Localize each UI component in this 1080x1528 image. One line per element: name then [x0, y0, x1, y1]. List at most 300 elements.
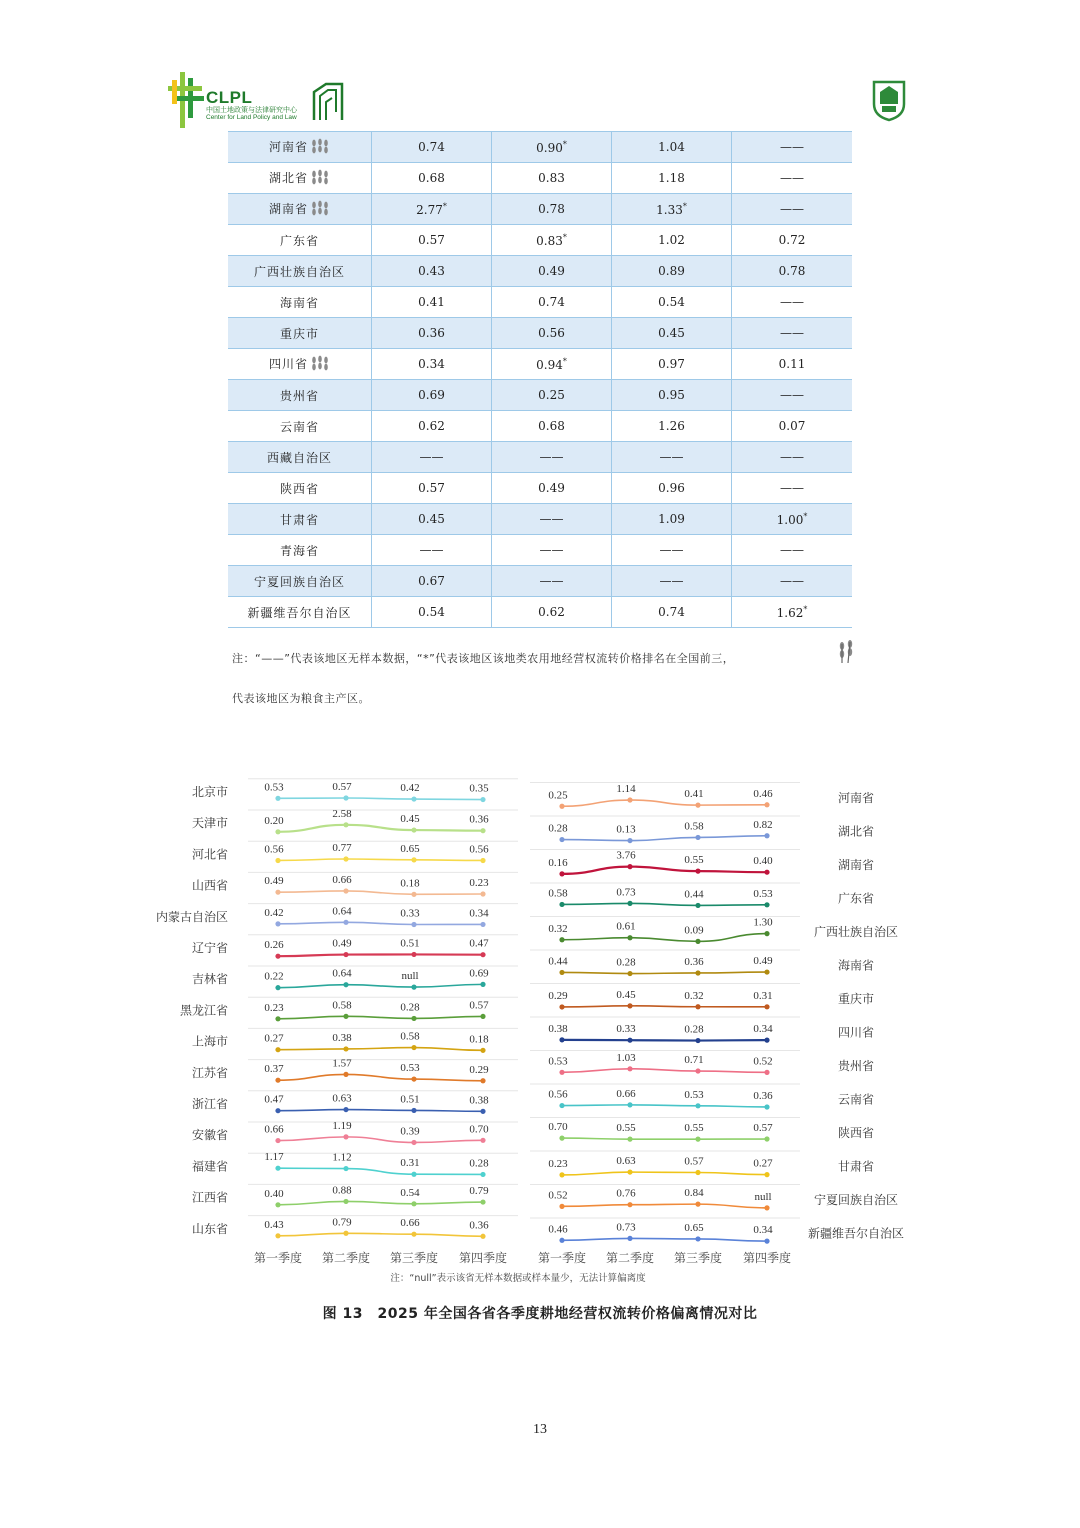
value-cell: 0.57 [372, 473, 492, 504]
value-cell: 0.89 [612, 256, 732, 287]
data-point [343, 856, 348, 861]
data-point [411, 1016, 416, 1021]
table-row [228, 194, 852, 225]
data-label: 0.65 [400, 842, 420, 855]
grain-icon [308, 202, 330, 216]
region-label: 上海市 [191, 1034, 228, 1049]
data-label: 0.55 [616, 1122, 636, 1135]
data-point [627, 1038, 632, 1043]
table-note-line2: 代表该地区为粮食主产区。 [232, 692, 370, 705]
series-line [562, 1105, 767, 1107]
value-cell: 0.97 [612, 349, 732, 380]
data-label: 0.47 [469, 937, 489, 950]
series-line [278, 954, 483, 956]
value-cell: 1.26 [612, 411, 732, 442]
data-label: 0.64 [332, 967, 352, 980]
data-point [275, 1016, 280, 1021]
value-cell: —— [732, 380, 853, 411]
data-label: 0.34 [753, 1224, 773, 1237]
data-label: 0.22 [264, 970, 284, 983]
data-point [480, 1048, 485, 1053]
grain-icon [308, 140, 330, 154]
data-point [411, 892, 416, 897]
data-label: 0.49 [753, 955, 773, 968]
data-label: 0.13 [616, 823, 636, 836]
data-label: 0.71 [684, 1054, 704, 1067]
value-cell: 1.33* [612, 194, 732, 225]
data-label: 0.73 [616, 1221, 636, 1234]
data-label: 0.28 [616, 956, 636, 969]
value-cell: 0.74 [612, 597, 732, 628]
value-cell: 0.34 [372, 349, 492, 380]
table-row [228, 163, 852, 194]
data-label: 0.57 [469, 999, 489, 1012]
data-label: 0.46 [753, 787, 773, 800]
table-row [228, 318, 852, 349]
value-cell: 0.68 [492, 411, 612, 442]
value-cell: 0.54 [372, 597, 492, 628]
value-cell: 0.67 [372, 566, 492, 597]
data-point [275, 1078, 280, 1083]
data-label: 1.14 [616, 783, 636, 796]
data-label: 0.66 [264, 1123, 284, 1136]
data-label: 0.54 [400, 1186, 420, 1199]
data-label: 0.63 [616, 1155, 636, 1168]
data-point [695, 1170, 700, 1175]
data-label: 0.56 [469, 843, 489, 856]
data-point [764, 1239, 769, 1244]
data-point [695, 803, 700, 808]
region-label: 江西省 [191, 1190, 228, 1205]
region-cell [228, 442, 372, 473]
series-line [562, 1204, 767, 1208]
value-cell: 0.78 [492, 194, 612, 225]
series-line [562, 1172, 767, 1175]
data-point [764, 802, 769, 807]
data-label: 0.25 [548, 789, 568, 802]
grain-icon [836, 640, 858, 664]
region-cell [228, 473, 372, 504]
series-line [562, 800, 767, 806]
data-label: 0.32 [684, 989, 704, 1002]
deviation-comparison-chart [0, 760, 1080, 1290]
data-point [480, 922, 485, 927]
value-cell: —— [732, 287, 853, 318]
data-point [764, 1104, 769, 1109]
data-point [764, 1205, 769, 1210]
series-line [562, 1069, 767, 1073]
data-label: 0.58 [400, 1030, 420, 1043]
data-point [480, 1014, 485, 1019]
data-point [411, 1172, 416, 1177]
data-label: 0.57 [684, 1155, 704, 1168]
data-point [627, 1137, 632, 1142]
data-point [764, 1038, 769, 1043]
data-point [411, 922, 416, 927]
data-label: 0.41 [684, 788, 704, 801]
value-cell: 0.07 [732, 411, 853, 442]
data-label: 0.37 [264, 1063, 284, 1076]
data-point [343, 1166, 348, 1171]
data-label: 0.18 [400, 877, 420, 890]
value-cell: —— [492, 535, 612, 566]
region-name: 青海省 [279, 543, 319, 558]
data-label: 0.16 [548, 856, 568, 869]
university-seal-icon [870, 78, 908, 122]
x-tick-label: 第一季度 [537, 1251, 587, 1265]
data-point [343, 1107, 348, 1112]
data-point [764, 833, 769, 838]
data-label: 0.18 [469, 1033, 489, 1046]
table-row [228, 256, 852, 287]
data-point [695, 869, 700, 874]
data-label: 0.27 [753, 1157, 773, 1170]
data-label: 0.63 [332, 1092, 352, 1105]
value-cell: 0.74 [372, 132, 492, 163]
value-cell: —— [732, 194, 853, 225]
data-point [343, 1231, 348, 1236]
data-label: 0.73 [616, 886, 636, 899]
data-point [627, 864, 632, 869]
logo-english-name: Center for Land Policy and Law [206, 114, 297, 121]
data-label: 0.29 [548, 989, 568, 1002]
region-label: 安徽省 [191, 1128, 228, 1143]
region-label: 内蒙古自治区 [155, 909, 228, 924]
table-row [228, 411, 852, 442]
value-cell: 2.77* [372, 194, 492, 225]
figure-caption: 图 13 2025 年全国各省各季度耕地经营权流转价格偏离情况对比 [322, 1306, 758, 1322]
data-point [343, 1046, 348, 1051]
data-point [411, 1108, 416, 1113]
region-label: 陕西省 [837, 1126, 875, 1140]
value-cell: 0.57 [372, 225, 492, 256]
data-label: 0.70 [548, 1121, 568, 1134]
data-point [411, 985, 416, 990]
data-label: 1.17 [264, 1151, 284, 1164]
value-cell: —— [492, 566, 612, 597]
region-label: 广东省 [837, 891, 875, 906]
data-label: 1.03 [616, 1051, 636, 1064]
value-cell: 0.78 [732, 256, 853, 287]
data-point [695, 1068, 700, 1073]
data-point [480, 1172, 485, 1177]
series-line [278, 825, 483, 832]
region-label: 甘肃省 [837, 1159, 875, 1174]
table-row [228, 380, 852, 411]
region-cell [228, 566, 372, 597]
data-point [343, 1014, 348, 1019]
data-label: 0.28 [400, 1001, 420, 1014]
data-point [480, 858, 485, 863]
data-label: 0.44 [548, 955, 568, 968]
data-label: 1.30 [753, 916, 773, 929]
data-label: 0.53 [753, 887, 773, 900]
logo-chinese-name: 中国土地政策与法律研究中心 [206, 106, 297, 114]
data-label: 0.33 [400, 907, 420, 920]
data-label: 1.12 [332, 1151, 352, 1164]
data-label: 0.55 [684, 1122, 704, 1135]
data-label: 0.33 [616, 1023, 636, 1036]
region-label: 河南省 [837, 791, 875, 805]
data-label: 0.28 [469, 1157, 489, 1170]
data-point [695, 939, 700, 944]
data-point [695, 1004, 700, 1009]
data-label: 0.65 [684, 1221, 704, 1234]
table-row [228, 473, 852, 504]
region-name: 海南省 [279, 295, 319, 310]
data-label: 0.57 [753, 1122, 773, 1135]
data-point [559, 1070, 564, 1075]
data-point [480, 1078, 485, 1083]
data-point [559, 970, 564, 975]
data-label: 0.45 [616, 988, 636, 1001]
data-label: 2.58 [332, 807, 352, 820]
region-cell [228, 597, 372, 628]
value-cell: 0.83* [492, 225, 612, 256]
value-cell: —— [372, 535, 492, 566]
value-cell: —— [732, 566, 853, 597]
data-label: 3.76 [616, 849, 636, 862]
value-cell: 1.00* [732, 504, 853, 535]
data-point [411, 1045, 416, 1050]
data-label: 0.27 [264, 1032, 284, 1045]
series-line [278, 1016, 483, 1018]
series-line [278, 798, 483, 800]
data-label: 0.52 [548, 1189, 568, 1202]
data-label: 0.79 [332, 1216, 352, 1229]
data-point [480, 952, 485, 957]
data-label: 0.38 [548, 1022, 568, 1035]
data-point [275, 954, 280, 959]
value-cell: —— [732, 473, 853, 504]
value-cell: 0.56 [492, 318, 612, 349]
data-point [343, 952, 348, 957]
series-line [562, 972, 767, 973]
data-label: null [754, 1190, 772, 1203]
data-point [627, 1066, 632, 1071]
data-label: 0.28 [684, 1023, 704, 1036]
data-point [411, 1076, 416, 1081]
series-line [278, 1074, 483, 1080]
value-cell: 0.90* [492, 132, 612, 163]
data-point [343, 982, 348, 987]
value-cell: 0.72 [732, 225, 853, 256]
value-cell: —— [372, 442, 492, 473]
data-label: 0.23 [548, 1157, 568, 1170]
data-point [764, 1070, 769, 1075]
data-label: 0.39 [400, 1125, 420, 1138]
data-point [627, 1236, 632, 1241]
region-name: 甘肃省 [279, 512, 319, 527]
data-point [411, 796, 416, 801]
region-cell [228, 256, 372, 287]
logo-title: CLPL [206, 88, 253, 107]
data-point [695, 1103, 700, 1108]
table-row [228, 349, 852, 380]
data-point [695, 1137, 700, 1142]
value-cell: 1.02 [612, 225, 732, 256]
region-cell [228, 380, 372, 411]
data-point [559, 804, 564, 809]
data-point [480, 1199, 485, 1204]
data-point [411, 1140, 416, 1145]
series-line [278, 1168, 483, 1174]
region-cell [228, 287, 372, 318]
table-row [228, 132, 852, 163]
data-point [559, 1172, 564, 1177]
region-name: 西藏自治区 [266, 450, 332, 465]
value-cell: 0.45 [612, 318, 732, 349]
region-name: 广东省 [279, 233, 319, 248]
value-cell: —— [612, 535, 732, 566]
x-tick-label: 第二季度 [605, 1251, 655, 1265]
region-cell [228, 194, 372, 225]
series-line [278, 984, 483, 987]
data-point [764, 1004, 769, 1009]
region-label: 四川省 [837, 1025, 875, 1040]
data-label: 0.55 [684, 854, 704, 867]
region-cell [228, 318, 372, 349]
region-name: 重庆市 [279, 326, 319, 341]
data-point [559, 1238, 564, 1243]
x-tick-label: 第一季度 [253, 1251, 303, 1265]
data-label: 0.32 [548, 922, 568, 935]
data-label: 0.45 [400, 813, 420, 826]
series-line [562, 836, 767, 841]
region-label: 北京市 [191, 785, 228, 799]
region-label: 河北省 [191, 847, 228, 862]
grain-icon [308, 171, 330, 185]
region-name: 贵州省 [279, 388, 319, 403]
value-cell: —— [732, 163, 853, 194]
region-label: 辽宁省 [191, 941, 228, 955]
data-label: 0.42 [400, 782, 420, 795]
chart-note: 注：“null”表示该省无样本数据或样本量少，无法计算偏离度 [390, 1273, 646, 1284]
data-point [559, 837, 564, 842]
table-row [228, 287, 852, 318]
value-cell: 0.96 [612, 473, 732, 504]
value-cell: 0.62 [372, 411, 492, 442]
data-label: 0.43 [264, 1218, 284, 1231]
data-point [343, 920, 348, 925]
data-label: 0.66 [400, 1217, 420, 1230]
data-label: 0.56 [548, 1088, 568, 1101]
region-label: 吉林省 [191, 972, 228, 987]
grain-icon [308, 357, 330, 371]
data-label: 0.31 [400, 1157, 420, 1170]
data-label: 0.53 [264, 781, 284, 794]
region-name: 宁夏回族自治区 [253, 574, 345, 589]
region-label: 重庆市 [837, 992, 875, 1006]
data-label: 0.58 [548, 887, 568, 900]
data-point [275, 829, 280, 834]
data-label: 0.76 [616, 1187, 636, 1200]
data-point [275, 921, 280, 926]
value-cell: 0.95 [612, 380, 732, 411]
value-cell: 0.36 [372, 318, 492, 349]
region-cell [228, 132, 372, 163]
price-rank-table [228, 131, 852, 628]
data-point [764, 969, 769, 974]
data-point [627, 1202, 632, 1207]
data-label: 0.23 [469, 876, 489, 889]
data-label: 0.56 [264, 843, 284, 856]
data-point [343, 1134, 348, 1139]
data-point [627, 935, 632, 940]
region-label: 新疆维吾尔自治区 [807, 1226, 905, 1241]
data-point [411, 827, 416, 832]
data-point [343, 1072, 348, 1077]
series-line [278, 922, 483, 924]
x-tick-label: 第二季度 [321, 1251, 371, 1265]
data-point [275, 985, 280, 990]
data-label: 0.34 [469, 907, 489, 920]
data-label: 0.58 [332, 999, 352, 1012]
data-point [480, 1234, 485, 1239]
data-point [275, 1166, 280, 1171]
value-cell: 0.69 [372, 380, 492, 411]
data-point [275, 796, 280, 801]
value-cell: 0.41 [372, 287, 492, 318]
region-label: 宁夏回族自治区 [813, 1193, 899, 1207]
data-point [343, 822, 348, 827]
value-cell: 0.62 [492, 597, 612, 628]
x-tick-label: 第三季度 [673, 1251, 723, 1265]
region-cell [228, 349, 372, 380]
series-line [562, 1040, 767, 1041]
table-row [228, 442, 852, 473]
data-label: 0.70 [469, 1123, 489, 1136]
data-label: 0.57 [332, 781, 352, 794]
data-label: 0.36 [469, 813, 489, 826]
data-label: null [401, 970, 419, 983]
region-label: 湖南省 [837, 858, 875, 872]
data-point [559, 1037, 564, 1042]
clpl-logo-icon [168, 72, 206, 128]
data-point [764, 931, 769, 936]
series-line [278, 1233, 483, 1236]
series-line [278, 1048, 483, 1051]
data-point [559, 937, 564, 942]
series-line [562, 903, 767, 905]
data-label: 1.57 [332, 1057, 352, 1070]
data-label: 0.46 [548, 1223, 568, 1236]
table-row [228, 504, 852, 535]
data-point [695, 970, 700, 975]
data-point [480, 1138, 485, 1143]
value-cell: —— [612, 566, 732, 597]
value-cell: 0.68 [372, 163, 492, 194]
value-cell: 0.45 [372, 504, 492, 535]
data-point [627, 838, 632, 843]
table-row [228, 566, 852, 597]
series-line [562, 867, 767, 874]
data-label: 0.42 [264, 906, 284, 919]
value-cell: —— [732, 535, 853, 566]
data-point [275, 1047, 280, 1052]
value-cell: 1.62* [732, 597, 853, 628]
data-point [559, 1103, 564, 1108]
data-label: 0.28 [548, 822, 568, 835]
data-point [627, 1003, 632, 1008]
data-label: 0.47 [264, 1093, 284, 1106]
value-cell: —— [732, 442, 853, 473]
data-point [275, 1138, 280, 1143]
data-label: 0.61 [616, 920, 636, 933]
data-point [275, 890, 280, 895]
data-point [480, 797, 485, 802]
region-cell [228, 504, 372, 535]
